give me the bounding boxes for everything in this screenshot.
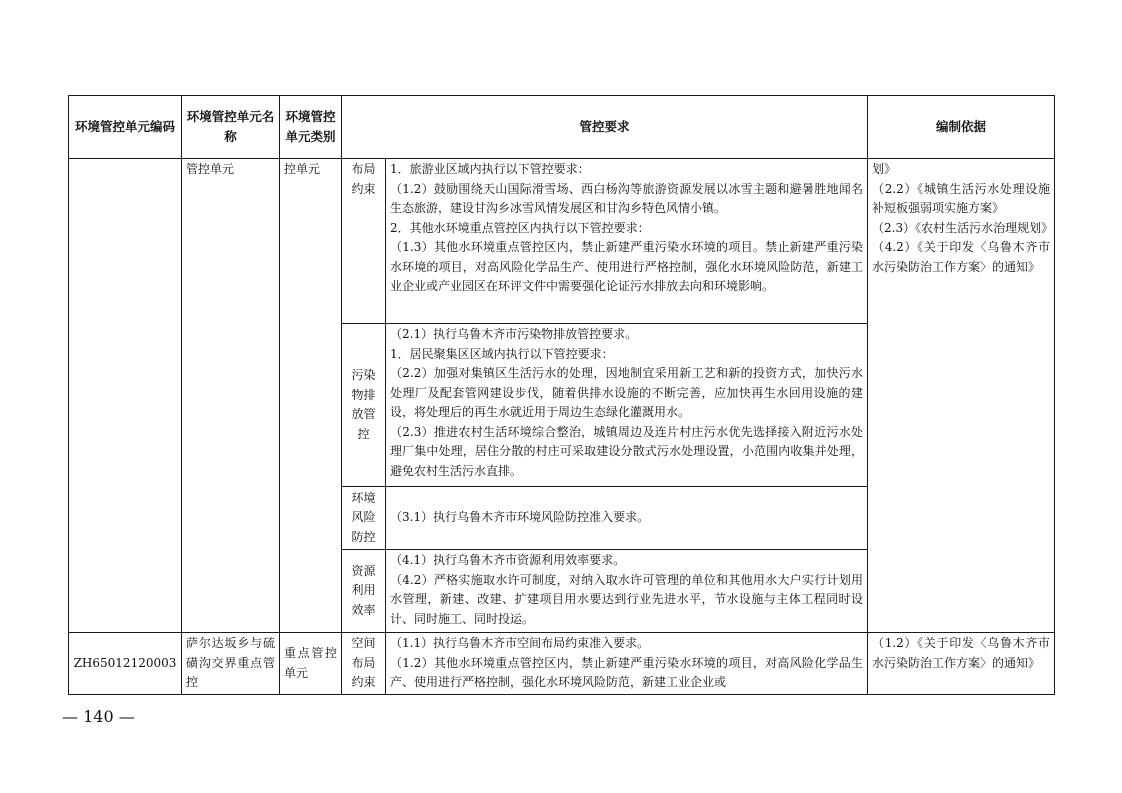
page-number: — 140 — (62, 707, 135, 726)
requirement-line: （2.2）加强对集镇区生活污水的处理，因地制宜采用新工艺和新的投资方式，加快污水处理厂及配套管网建设步伐，随着供排水设施的不断完善，应加快再生水回用设施的建设，将处理后的再生水就近用于周边生态绿化灌溉用水。 (390, 366, 864, 419)
requirement-line: （3.1）执行乌鲁木齐市环境风险防控准入要求。 (390, 510, 650, 525)
requirement-line: （4.2）严格实施取水许可制度，对纳入取水许可管理的单位和其他用水大户实行计划用水管理，新建、改建、扩建项目用水要达到行业先进水平，节水设施与主体工程同时设计、同时施工、同时投运。 (390, 572, 864, 626)
category-risk-control: 环境风险防控 (342, 487, 386, 550)
basis-line: （4.2）《关于印发〈乌鲁木齐市水污染防治工作方案〉的通知》 (872, 240, 1051, 274)
requirements-resource-efficiency (386, 550, 868, 633)
basis-line: （2.3）《农村生活污水治理规划》 (872, 220, 1054, 235)
row2-type: 重点管控单元 (280, 633, 342, 695)
row1-type: 控单元 (280, 159, 342, 633)
header-unit-type: 环境管控单元类别 (280, 96, 342, 159)
header-unit-name: 环境管控单元名称 (182, 96, 280, 159)
header-unit-code: 环境管控单元编码 (69, 96, 182, 159)
header-basis: 编制依据 (868, 96, 1055, 159)
basis-line: 划》 (872, 162, 897, 176)
row2-code: ZH65012120003 (69, 633, 182, 695)
requirement-line: （1.3）其他水环境重点管控区内，禁止新建严重污染水环境的项目。禁止新建严重污染水环境的项目，对高风险化学品生产、使用进行严格控制，强化水环境风险防范，新建工业企业或产业园区在环评文件中需要强化论证污水排放去向和环境影响。 (390, 240, 864, 293)
category-spatial-layout: 空间布局约束 (342, 633, 386, 695)
row1-name: 管控单元 (182, 159, 280, 633)
requirement-line: （4.1）执行乌鲁木齐市资源利用效率要求。 (390, 553, 626, 567)
table-row (69, 159, 1055, 324)
basis-line: （2.2）《城镇生活污水处理设施补短板强弱项实施方案》 (872, 181, 1051, 215)
row1-code (69, 159, 182, 633)
control-requirements-table (68, 95, 1055, 695)
table-row (69, 633, 1055, 695)
category-pollutant-discharge: 污染物排放管控 (342, 324, 386, 487)
requirements-pollutant-discharge (386, 324, 868, 487)
requirement-line: （1.2）其他水环境重点管控区内，禁止新建严重污染水环境的项目，对高风险化学品生产、使用进行严格控制，强化水环境风险防范，新建工业企业或 (390, 655, 864, 689)
requirement-line: （1.2）鼓励围绕天山国际滑雪场、西白杨沟等旅游资源发展以冰雪主题和避暑胜地闻名生态旅游，建设甘沟乡冰雪风情发展区和甘沟乡特色风情小镇。 (390, 181, 864, 215)
requirement-line: 1．旅游业区域内执行以下管控要求： (390, 162, 590, 176)
requirement-line: 1．居民聚集区区域内执行以下管控要求： (390, 346, 614, 361)
requirements-risk-control (386, 487, 868, 550)
requirement-line: （1.1）执行乌鲁木齐市空间布局约束准入要求。 (390, 636, 650, 650)
requirement-line: 2．其他水环境重点管控区内执行以下管控要求： (390, 220, 650, 235)
category-resource-efficiency: 资源利用效率 (342, 550, 386, 633)
requirement-line: （2.1）执行乌鲁木齐市污染物排放管控要求。 (390, 327, 638, 341)
row1-basis (868, 159, 1055, 633)
requirement-line: （2.3）推进农村生活环境综合整治，城镇周边及连片村庄污水优先选择接入附近污水处理厂集中处理，居住分散的村庄可采取建设分散式污水处理设置，小范围内收集并处理，避免农村生活污水直排。 (390, 424, 864, 478)
row2-requirements (386, 633, 868, 695)
row2-basis: （1.2）《关于印发〈乌鲁木齐市水污染防治工作方案〉的通知》 (868, 633, 1055, 695)
header-requirements: 管控要求 (342, 96, 868, 159)
row2-name: 萨尔达坂乡与硫磺沟交界重点管控 (182, 633, 280, 695)
requirements-layout-constraint (386, 159, 868, 324)
category-layout-constraint: 布局约束 (342, 159, 386, 324)
